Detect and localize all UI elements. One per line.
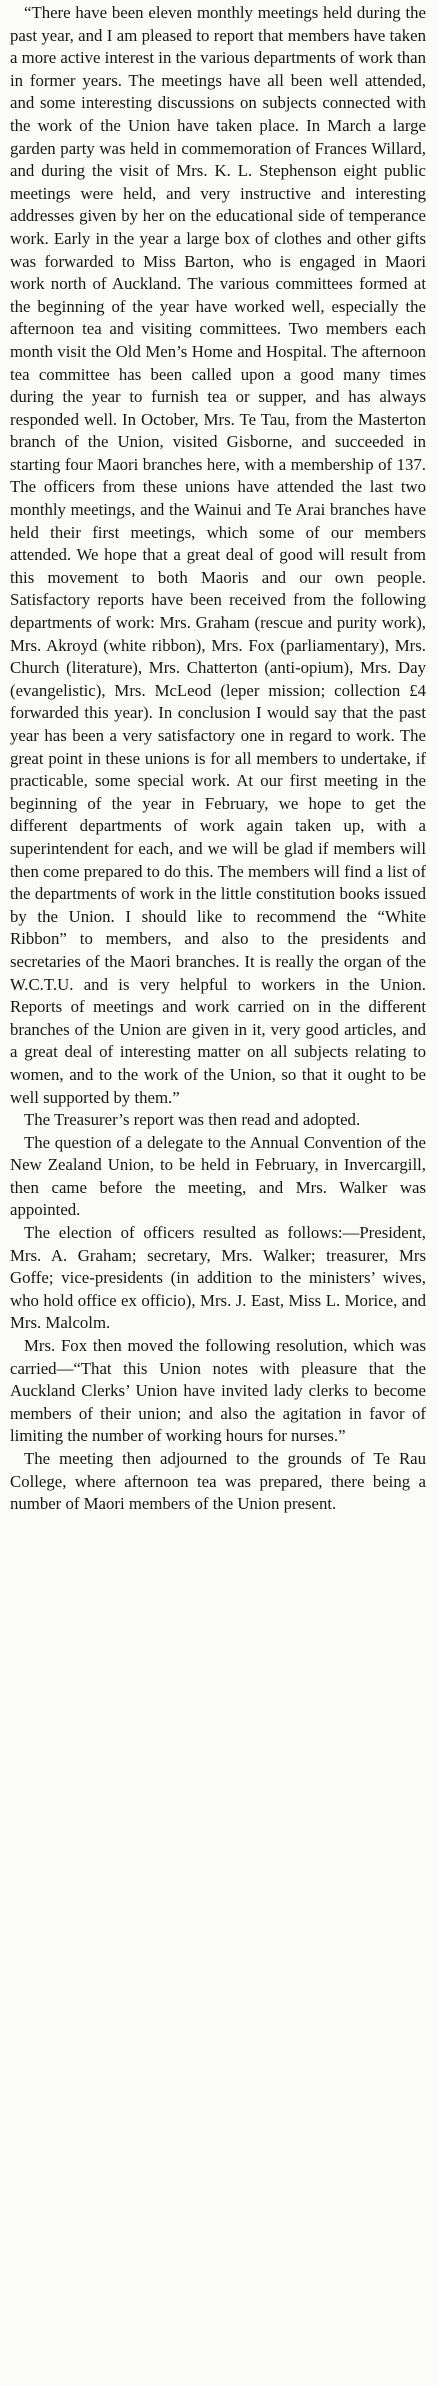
article-paragraph-annual-report: “There have been eleven monthly meetings held during the past year, and I am pleased to report that members have taken a more active interest in the various departments of work than in former years. The meetings have all been well attended, and some interesting discussions on subjects connected with the work of the Union have taken place. In March a large garden party was held in commemoration of Frances Willard, and during the visit of Mrs. K. L. Stephenson eight public meetings were held, and very instructive and interesting addresses given by her on the educational side of temperance work. Early in the year a large box of clothes and other gifts was forwarded to Miss Barton, who is engaged in Maori work north of Auckland. The various committees formed at the beginning of the year have worked well, especially the afternoon tea and visiting committees. Two members each month visit the Old Men’s Home and Hospital. The afternoon tea committee has been called upon a good many times during the year to furnish tea or supper, and has always responded well. In October, Mrs. Te Tau, from the Masterton branch of the Union, visited Gisborne, and succeeded in starting four Maori branches here, with a membership of 137. The officers from these unions have attended the last two monthly meetings, and the Wainui and Te Arai branches have held their first meetings, which some of our members attended. We hope that a great deal of good will result from this movement to both Maoris and our own people. Satisfactory reports have been received from the following departments of work: Mrs. Graham (rescue and purity work), Mrs. Akroyd (white ribbon), Mrs. Fox (parliamentary), Mrs. Church (literature), Mrs. Chatterton (anti-opium), Mrs. Day (evangelistic), Mrs. McLeod (leper mission; collection £4 forwarded this year). In conclusion I would say that the past year has been a very satisfactory one in regard to work. The great point in these unions is for all members to undertake, if practicable, some special work. At our first meeting in the beginning of the year in February, we hope to get the different departments of work again taken up, with a superintendent for each, and we will be glad if members will then come prepared to do this. The members will find a list of the departments of work in the little constitution books issued by the Union. I should like to recommend the “White Ribbon” to members, and also to the presidents and secretaries of the Maori branches. It is really the organ of the W.C.T.U. and is very helpful to workers in the Union. Reports of meetings and work carried on in the different branches of the Union are given in it, very good articles, and a great deal of interesting matter on all subjects relating to women, and to the work of the Union, so that it ought to be well supported by them.” xyxy=(10,3,426,1107)
article-paragraph-election: The election of officers resulted as follows:—President, Mrs. A. Graham; secretary, Mrs. Walker; treasurer, Mrs Goffe; vice-presidents (in addition to the ministers’ wives, who hold office ex officio), Mrs. J. East, Miss L. Morice, and Mrs. Malcolm. xyxy=(10,1223,426,1333)
article-paragraph-delegate: The question of a delegate to the Annual Convention of the New Zealand Union, to be held in February, in Invercargill, then came before the meeting, and Mrs. Walker was appointed. xyxy=(10,1132,426,1220)
article-paragraph-adjournment: The meeting then adjourned to the grounds of Te Rau College, where afternoon tea was prepared, there being a number of Maori members of the Union present. xyxy=(10,1449,426,1514)
article-paragraph-treasurer-report: The Treasurer’s report was then read and adopted. xyxy=(24,1110,361,1130)
article-paragraph-resolution: Mrs. Fox then moved the following resolution, which was carried—“That this Union notes with pleasure that the Auckland Clerks’ Union have invited lady clerks to become members of their union; and also the agitation in favor of limiting the number of working hours for nurses.” xyxy=(10,1336,426,1446)
